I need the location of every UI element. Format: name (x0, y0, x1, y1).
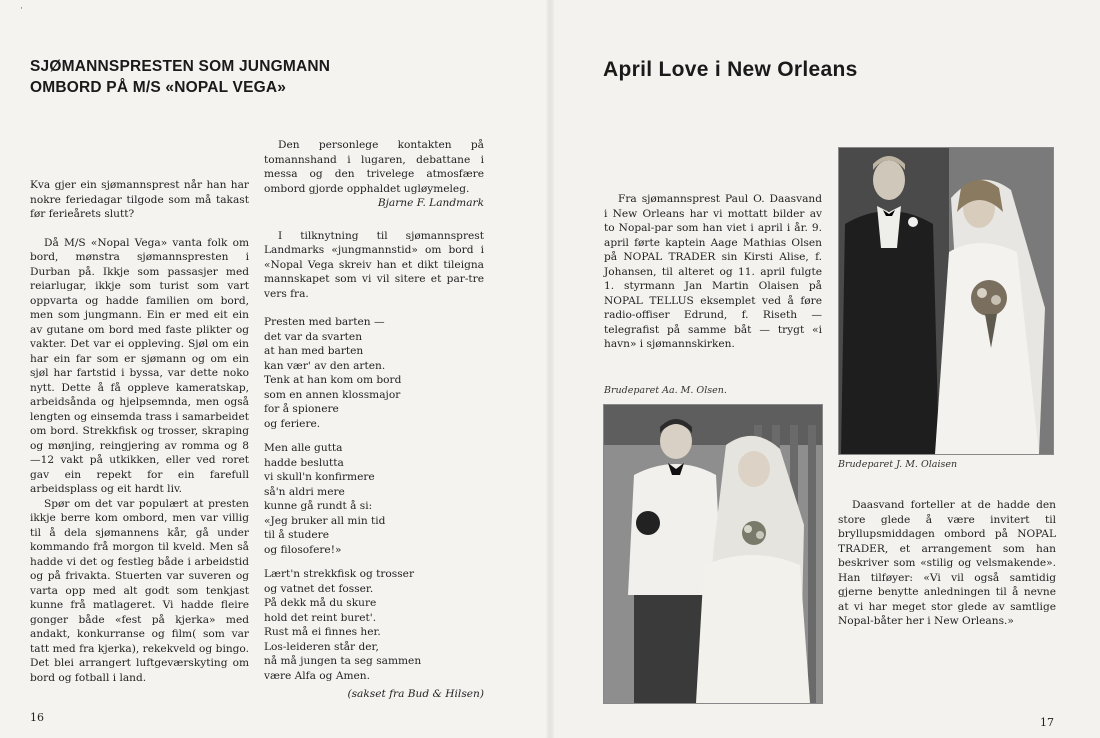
page-gutter (546, 0, 554, 738)
wedding-photo-olsen (603, 404, 823, 704)
poem-line: og filosofere!» (264, 543, 342, 556)
poem-line: for å spionere (264, 403, 339, 415)
poem-line: «Jeg bruker all min tid (264, 514, 386, 527)
poem-line: På dekk må du skure (264, 597, 377, 609)
poem-stanza-1 (264, 315, 484, 431)
poem-line: kunne gå rundt å si: (264, 500, 373, 512)
poem-line: så'n aldri mere (264, 485, 345, 498)
poem-line: det var da svarten (264, 330, 363, 343)
article-paragraph: Kva gjer ein sjømannsprest når han har nokre feriedagar tilgode som må takast før ferieårets slutt? (30, 179, 249, 220)
poem-line: vi skull'n konfirmere (264, 471, 375, 483)
poem-line: som en annen klossmajor (264, 388, 401, 401)
poem-line: til å studere (264, 529, 329, 541)
left-headline (30, 56, 370, 98)
poem-source: (sakset fra Bud & Hilsen) (347, 688, 484, 700)
article-paragraph: Den personlege kontakten på tomannshand i lugaren, debattane i messa og den trivelege atmosfære ombord gjorde opphaldet ugløymeleg. (264, 139, 484, 195)
headline-line-2: OMBORD PÅ M/S «NOPAL VEGA» (30, 79, 287, 96)
poem-line: hold det reint buret'. (264, 611, 377, 624)
article-paragraph: Då M/S «Nopal Vega» vanta folk om bord, mønstra sjømannspresten i Durban på. Ikkje som passasjer med reiarlugar, ikkje som turist som vart oppvarta og hadde familien om bord, men som jungmann. Ein er med eit ein av gutane om bord med faste plikter og vakter. Det var ei oppleving. Sjøl om ein har ein far som er sjømann og om ein sjøl har fartstid i byssa, var dette noko nytt. Dette å få oppleve kameratskap, arbeidsånda og hjelpsemnda, men også lengten og einsemda trass i samarbeidet om bord. Strekkfisk og trosser, skraping og mønjing, reingjering av romma og 8—12 vakt på utkikken, eller ved roret gav ein repekt for ein farefull arbeidsplass og eit hardt liv. (30, 236, 249, 495)
wedding-photo-olaisen (838, 147, 1054, 455)
article-paragraph: Fra sjømannsprest Paul O. Daasvand i New Orleans har vi mottatt bilder av to Nopal-par som han viet i april i år. 9. april førte kaptein Aage Mathias Olsen på NOPAL TRADER sin Kirsti Alise, f. Johansen, til alteret og 11. april fulgte 1. styrmann Jan Martin Olaisen på NOPAL TELLUS eksemplet ved å føre radio-offiser Edrund, f. Riseth — telegrafist på samme båt — trygt «i havn» i sjømannskirken. (604, 193, 822, 350)
author-signature: Bjarne F. Landmark (377, 197, 484, 209)
caption-olsen: Brudeparet Aa. M. Olsen. (604, 385, 727, 396)
right-intro (604, 192, 822, 352)
right-outro (838, 498, 1056, 629)
right-title: April Love i New Orleans (603, 58, 858, 81)
page-number-right: 17 (1040, 716, 1054, 729)
poem-stanza-2 (264, 441, 484, 557)
poem-line: nå må jungen ta seg sammen (264, 655, 422, 667)
poem-stanza-3 (264, 567, 484, 683)
poem-line: hadde besluttа (264, 456, 344, 469)
poem-line: kan vær' av den arten. (264, 359, 386, 372)
poem-line: Presten med barten — (264, 316, 385, 328)
corner-mark: · (20, 4, 23, 14)
poem-line: Rust må ei finnes her. (264, 626, 381, 638)
article-paragraph: Daasvand forteller at de hadde den store glede å være invitert til bryllupsmiddagen ombord på NOPAL TRADER, et arrangement som han beskriver som «stilig og velsmakende». Han tilføyer: «Vi vil også samtidig gjerne benytte anledningen til å nevne at vi har meget stor glede av samtlige Nopal-båter her i New Orleans.» (838, 499, 1056, 627)
poem-line: Men alle gutta (264, 442, 343, 454)
poem-line: Lært'n strekkfisk og trosser (264, 568, 415, 580)
poem-line: at han med barten (264, 345, 364, 357)
poem-line: Los-leideren står der, (264, 640, 379, 653)
left-column-2 (264, 138, 484, 702)
article-paragraph: Spør om det var populært at presten ikkje berre kom ombord, men var villig til å dela sjømannens kår, gå under kommando frå morgon til kveld. Men så hadde vi det og festleg både i arbeidstid og på frivakta. Stuerten var suveren og varta opp med alt godt som tenkjast kunne frå matlageret. Vi hadde fleire gonger både «fest på kjerka» med andakt, konkurranse og film( som var tatt med fra kjerka), rekekveld og bingo. Det blei arrangert luftgeværskyting om bord og fotball i land. (30, 497, 249, 684)
poem-line: være Alfa og Amen. (264, 669, 370, 682)
headline-line-1: SJØMANNSPRESTEN SOM JUNGMANN (30, 58, 331, 75)
left-column-1 (30, 178, 249, 685)
poem-line: og feriere. (264, 417, 321, 430)
caption-olaisen: Brudeparet J. M. Olaisen (838, 459, 958, 470)
poem-line: og vatnet det fosser. (264, 582, 374, 595)
page-number-left: 16 (30, 711, 44, 724)
article-paragraph: I tilknytning til sjømannsprest Landmarks «jungmannstid» om bord i «Nopal Vega skreiv han et dikt tileigna mannskapet som vi vil sitere et par-tre vers fra. (264, 229, 484, 300)
poem-line: Tenk at han kom om bord (264, 374, 402, 386)
